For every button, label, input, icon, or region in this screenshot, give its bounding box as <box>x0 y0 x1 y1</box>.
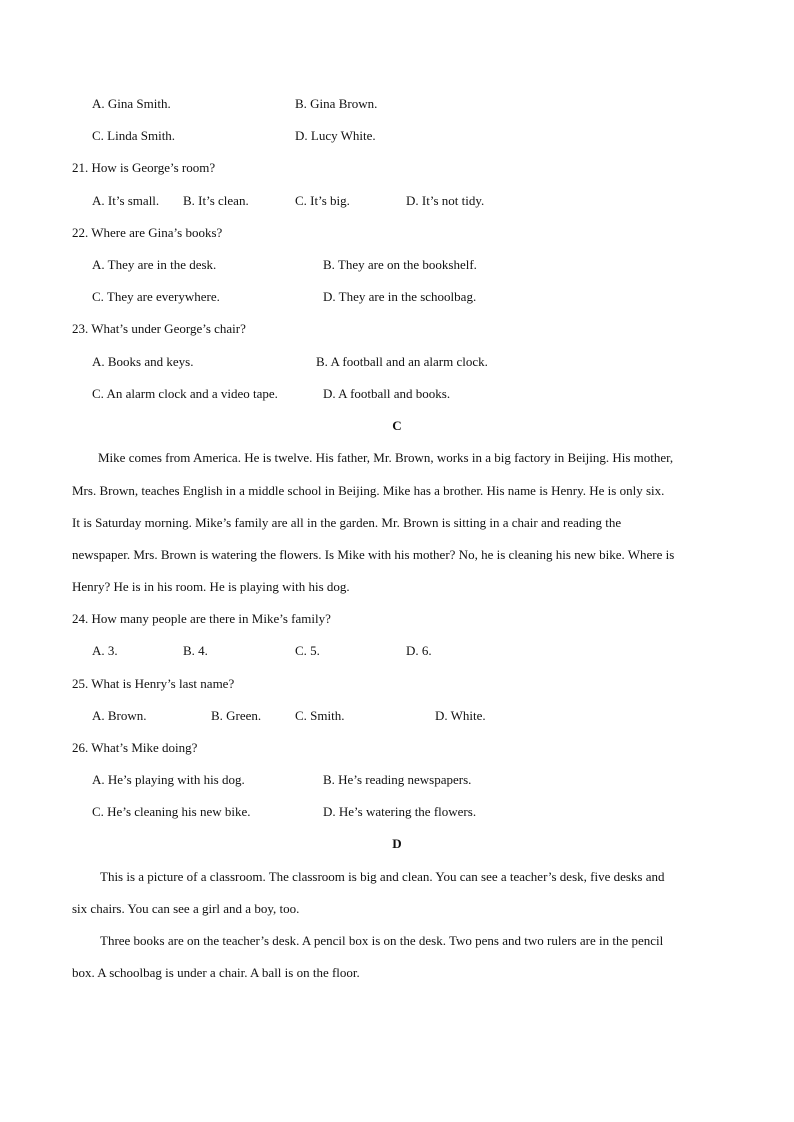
section-d-passage-line: Three books are on the teacher’s desk. A pencil box is on the desk. Two pens and two rulers are in the pencil <box>100 933 664 948</box>
q25-option-c: C. Smith. <box>295 708 345 723</box>
q26-option-a: A. He’s playing with his dog. <box>92 772 245 787</box>
q22-option-a: A. They are in the desk. <box>92 257 217 272</box>
section-c-passage-line: newspaper. Mrs. Brown is watering the flowers. Is Mike with his mother? No, he is cleaning his new bike. Where is <box>72 547 675 562</box>
q24-option-c: C. 5. <box>295 643 320 658</box>
section-c-passage-line: Mike comes from America. He is twelve. His father, Mr. Brown, works in a big factory in Beijing. His mother, <box>98 450 674 465</box>
q22-option-b: B. They are on the bookshelf. <box>323 257 477 272</box>
q26-option-b: B. He’s reading newspapers. <box>323 772 472 787</box>
q22-option-d: D. They are in the schoolbag. <box>323 289 477 304</box>
q26-option-c: C. He’s cleaning his new bike. <box>92 804 251 819</box>
q24-stem: 24. How many people are there in Mike’s family? <box>72 611 331 626</box>
q23-stem: 23. What’s under George’s chair? <box>72 321 246 336</box>
section-c-passage-line: Mrs. Brown, teaches English in a middle school in Beijing. Mike has a brother. His name is Henry. He is only six. <box>72 483 665 498</box>
q23-option-b: B. A football and an alarm clock. <box>316 354 488 369</box>
q24-option-d: D. 6. <box>406 643 432 658</box>
section-c-passage-line: It is Saturday morning. Mike’s family are all in the garden. Mr. Brown is sitting in a chair and reading the <box>72 515 622 530</box>
section-d-passage-line: six chairs. You can see a girl and a boy, too. <box>72 901 300 916</box>
q25-option-a: A. Brown. <box>92 708 147 723</box>
q24-option-b: B. 4. <box>183 643 208 658</box>
section-d-passage-line: This is a picture of a classroom. The classroom is big and clean. You can see a teacher’s desk, five desks and <box>100 869 665 884</box>
q20-option-c: C. Linda Smith. <box>92 128 176 143</box>
q25-stem: 25. What is Henry’s last name? <box>72 676 235 691</box>
q24-option-a: A. 3. <box>92 643 118 658</box>
q26-stem: 26. What’s Mike doing? <box>72 740 198 755</box>
q25-option-d: D. White. <box>435 708 486 723</box>
q20-option-d: D. Lucy White. <box>295 128 376 143</box>
q26-option-d: D. He’s watering the flowers. <box>323 804 477 819</box>
q22-option-c: C. They are everywhere. <box>92 289 220 304</box>
q23-option-d: D. A football and books. <box>323 386 451 401</box>
q21-option-c: C. It’s big. <box>295 193 350 208</box>
section-d-passage-line: box. A schoolbag is under a chair. A ball is on the floor. <box>72 965 360 980</box>
section-c-passage-line: Henry? He is in his room. He is playing with his dog. <box>72 579 350 594</box>
q22-stem: 22. Where are Gina’s books? <box>72 225 223 240</box>
section-d-heading: D <box>392 836 402 851</box>
q21-option-a: A. It’s small. <box>92 193 160 208</box>
section-c-heading: C <box>392 418 402 433</box>
q20-option-a: A. Gina Smith. <box>92 96 171 111</box>
q21-option-d: D. It’s not tidy. <box>406 193 485 208</box>
q23-option-c: C. An alarm clock and a video tape. <box>92 386 278 401</box>
q25-option-b: B. Green. <box>211 708 262 723</box>
q20-option-b: B. Gina Brown. <box>295 96 378 111</box>
q21-option-b: B. It’s clean. <box>183 193 249 208</box>
q23-option-a: A. Books and keys. <box>92 354 194 369</box>
q21-stem: 21. How is George’s room? <box>72 160 216 175</box>
